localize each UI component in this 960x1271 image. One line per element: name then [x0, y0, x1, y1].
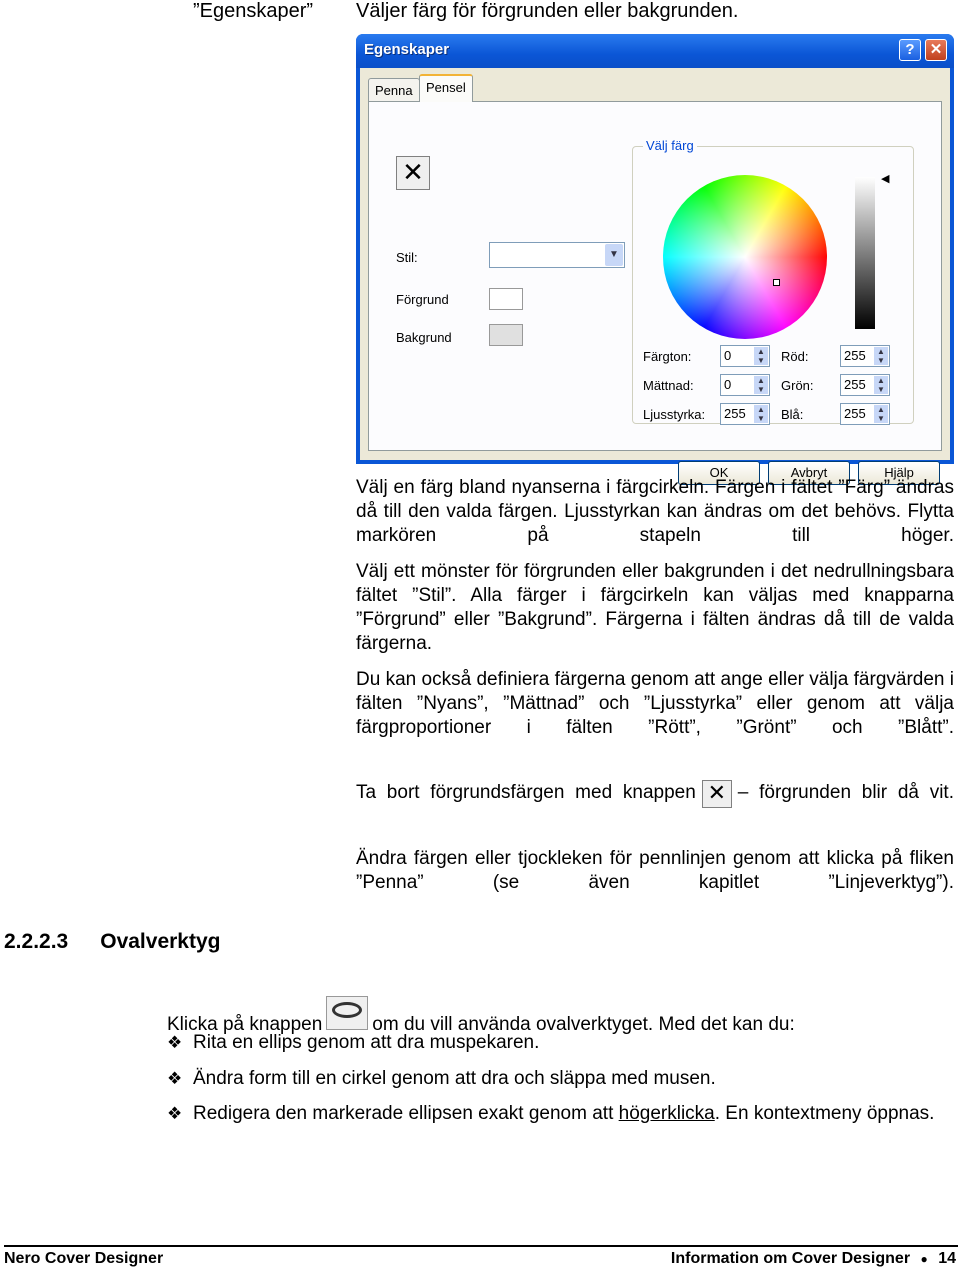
hue-value: 0: [724, 348, 732, 363]
spin-arrows-icon[interactable]: ▲ ▼: [754, 405, 768, 423]
properties-dialog: [356, 34, 954, 480]
list-item: [167, 1067, 955, 1091]
section-number: 2.2.2.3: [4, 930, 69, 953]
blue-input[interactable]: [840, 403, 890, 425]
oval-shape: [332, 1002, 362, 1018]
paragraph-1: Välj en färg bland nyanserna i färgcirkeln. Färgen i fältet ”Färg” ändras då till den valda färgen. Ljusstyrkan kan ändras om det behövs. Flytta markören på stapeln till höger.: [356, 477, 954, 546]
color-wheel-marker[interactable]: [773, 279, 780, 286]
spin-arrows-icon[interactable]: ▲ ▼: [874, 405, 888, 423]
luminance-input[interactable]: [720, 403, 770, 425]
right-click-link[interactable]: högerklicka: [618, 1103, 715, 1124]
term-description: Väljer färg för förgrunden eller bakgrunden.: [356, 0, 739, 22]
red-value: 255: [844, 348, 866, 363]
spin-arrows-icon[interactable]: ▲ ▼: [754, 347, 768, 365]
bullet-3-before: Redigera den markerade ellipsen exakt genom att: [193, 1103, 619, 1124]
luminance-value: 255: [724, 406, 746, 421]
dialog-title: Egenskaper: [364, 41, 450, 58]
foreground-swatch-button[interactable]: [489, 288, 523, 310]
red-label: Röd:: [781, 349, 809, 364]
tab-panel: [368, 101, 942, 451]
luminance-slider-arrow-icon[interactable]: ◀: [881, 173, 890, 185]
red-input[interactable]: [840, 345, 890, 367]
clear-color-button[interactable]: ✕: [396, 156, 430, 190]
paragraph-2: Välj ett mönster för förgrunden eller bakgrunden i det nedrullningsbara fältet ”Stil”. Alla färger i färgcirkeln kan väljas med knapparna ”Förgrund” eller ”Bakgrund”. Färgerna i fälten ändras då till de valda färgerna.: [356, 561, 954, 654]
bullet-text: Rita en ellips genom att dra muspekaren.: [193, 1032, 540, 1053]
footer-separator-icon: ●: [920, 1252, 928, 1266]
hue-label: Färgton:: [643, 349, 692, 364]
chevron-down-icon[interactable]: ▼: [605, 244, 623, 266]
paragraph-5: Ändra färgen eller tjockleken för pennlinjen genom att klicka på fliken ”Penna” (se även kapitlet ”Linjeverktyg”).: [356, 848, 954, 893]
green-label: Grön:: [781, 378, 814, 393]
bullet-icon: ❖: [167, 1104, 183, 1123]
tab-penna[interactable]: Penna: [368, 78, 420, 102]
color-group-title: Välj färg: [643, 138, 697, 153]
oval-intro-before: Klicka på knappen: [167, 1014, 323, 1035]
bullet-3-after: . En kontextmeny öppnas.: [714, 1103, 935, 1124]
green-input[interactable]: [840, 374, 890, 396]
help-title-button[interactable]: ?: [899, 39, 921, 61]
style-select[interactable]: [489, 242, 625, 268]
tab-pensel[interactable]: Pensel: [419, 74, 473, 102]
footer-divider: [4, 1245, 958, 1247]
cancel-button[interactable]: Avbryt: [768, 461, 850, 485]
oval-tool-icon: [326, 996, 368, 1030]
footer-chapter-title: Information om Cover Designer: [670, 1250, 911, 1267]
background-swatch-button[interactable]: [489, 324, 523, 346]
paragraph-4: [356, 780, 954, 832]
paragraph-4-after: – förgrunden blir då vit.: [737, 782, 954, 803]
close-icon[interactable]: ✕: [925, 39, 947, 61]
bullet-icon: ❖: [167, 1033, 183, 1052]
list-item: [167, 1102, 955, 1126]
ok-button[interactable]: OK: [678, 461, 760, 485]
list-item: [167, 1031, 955, 1055]
blue-value: 255: [844, 406, 866, 421]
foreground-label: Förgrund: [396, 292, 449, 307]
term-name: ”Egenskaper”: [193, 0, 314, 22]
help-button[interactable]: Hjälp: [858, 461, 940, 485]
color-wheel[interactable]: [663, 175, 827, 339]
dialog-titlebar[interactable]: [356, 34, 954, 68]
luminance-bar[interactable]: [855, 177, 875, 329]
style-label: Stil:: [396, 250, 418, 265]
paragraph-3: Du kan också definiera färgerna genom att ange eller välja färgvärden i fälten ”Nyans”, ”Mättnad” och ”Ljusstyrka” eller genom att välja färgproportioner i fälten ”Rött”, ”Grönt” och ”Blått”.: [356, 669, 954, 738]
page-number: 14: [938, 1250, 956, 1267]
spin-arrows-icon[interactable]: ▲ ▼: [874, 347, 888, 365]
footer-product: Nero Cover Designer: [4, 1250, 164, 1267]
spin-arrows-icon[interactable]: ▲ ▼: [754, 376, 768, 394]
background-label: Bakgrund: [396, 330, 452, 345]
section-heading: [4, 930, 220, 954]
saturation-value: 0: [724, 377, 732, 392]
saturation-label: Mättnad:: [643, 378, 694, 393]
blue-label: Blå:: [781, 407, 804, 422]
oval-intro: [167, 996, 795, 1036]
luminance-label: Ljusstyrka:: [643, 407, 706, 422]
footer-chapter: [671, 1250, 956, 1268]
clear-color-inline-icon: ✕: [702, 780, 732, 808]
saturation-input[interactable]: [720, 374, 770, 396]
bullet-text: [193, 1102, 955, 1126]
dialog-client: [360, 68, 950, 480]
paragraph-4-before: Ta bort förgrundsfärgen med knappen: [356, 782, 696, 803]
section-title: Ovalverktyg: [100, 930, 221, 953]
color-picker-group: [632, 138, 914, 424]
green-value: 255: [844, 377, 866, 392]
bullet-icon: ❖: [167, 1069, 183, 1088]
spin-arrows-icon[interactable]: ▲ ▼: [874, 376, 888, 394]
oval-intro-after: om du vill använda ovalverktyget. Med det kan du:: [372, 1014, 795, 1035]
hue-input[interactable]: [720, 345, 770, 367]
bullet-text: Ändra form till en cirkel genom att dra och släppa med musen.: [193, 1068, 716, 1089]
